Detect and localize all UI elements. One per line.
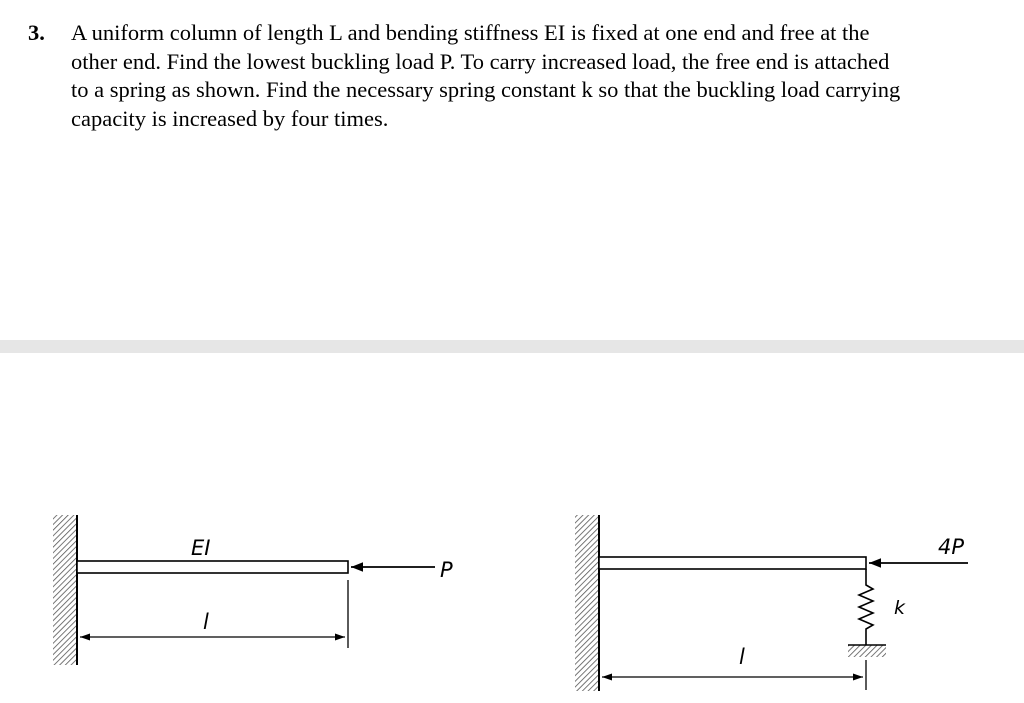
column-beam-left xyxy=(77,561,348,573)
wall-support-right xyxy=(575,515,599,691)
label-ei: EI xyxy=(191,536,211,560)
spring-ground-hatch xyxy=(848,645,886,657)
wall-support-left xyxy=(53,515,77,665)
problem-line: A uniform column of length L and bending stiffness EI is fixed at one end and free at the xyxy=(71,20,870,45)
spring-coil xyxy=(859,569,873,645)
label-k: k xyxy=(894,597,906,619)
figure-left-fixed-column xyxy=(53,515,453,665)
problem-line: to a spring as shown. Find the necessary spring constant k so that the buckling load carrying xyxy=(71,77,901,102)
label-length-left: l xyxy=(203,610,209,634)
label-length-right: l xyxy=(739,645,745,669)
problem-line: capacity is increased by four times. xyxy=(71,105,389,131)
problem-line: other end. Find the lowest buckling load P. To carry increased load, the free end is attached xyxy=(71,48,890,74)
column-beam-right xyxy=(599,557,866,569)
problem-number: 3. xyxy=(28,20,45,45)
label-4p: 4P xyxy=(938,535,965,559)
label-p: P xyxy=(440,558,453,582)
figure-right-spring-column xyxy=(575,515,968,691)
